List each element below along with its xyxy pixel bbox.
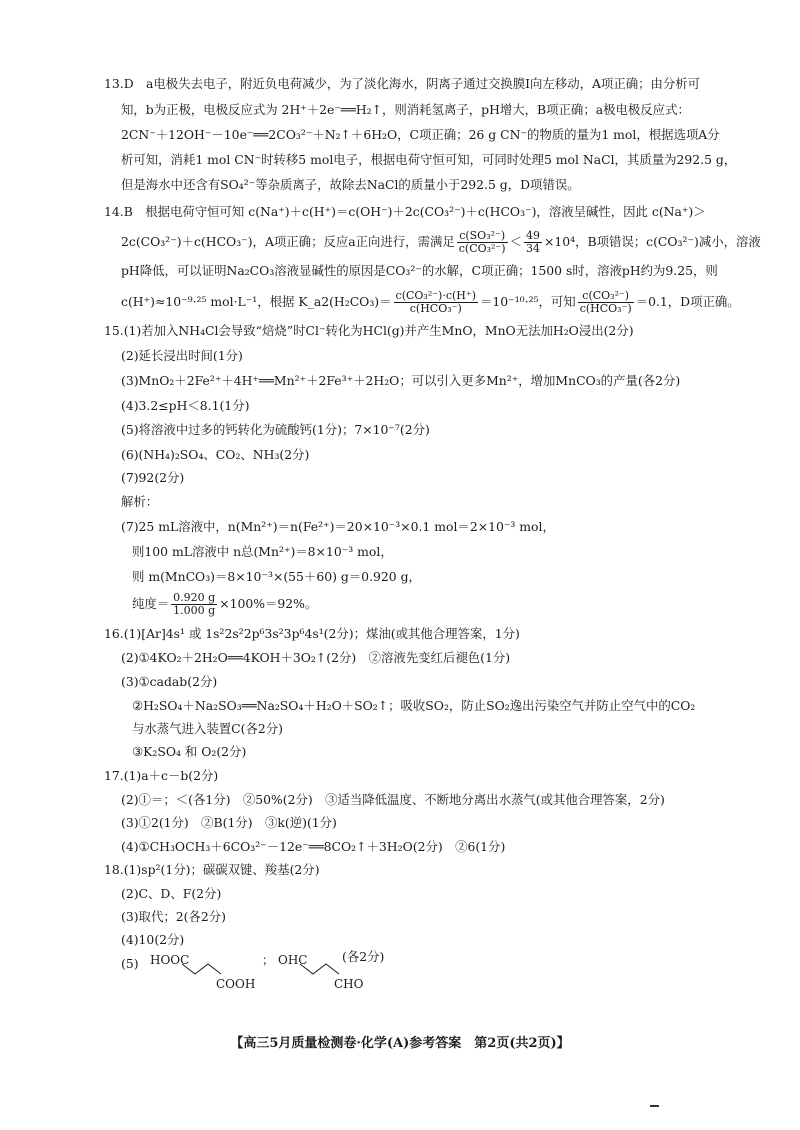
q15-analysis-line-1: (7)25 mL溶液中，n(Mn²⁺)＝n(Fe²⁺)＝20×10⁻³×0.1 mol＝2×10⁻³ mol， [121,519,555,534]
structure-1-hooc-label: HOOC [150,953,190,967]
q18-line-2: (2)C、D、F(2分) [121,886,222,901]
q15-line-7: (7)92(2分) [121,470,185,485]
page-mark [650,1105,659,1107]
q13-line-1: 13.D a电极失去电子，附近负电荷减少，为了淡化海水，阴离子通过交换膜Ⅰ向左移动，A项正确；由分析可 [104,76,701,91]
q14-text-a: 2c(CO₃²⁻)＋c(HCO₃⁻)，A项正确；反应a正向进行，需满足 [121,234,455,249]
q15-fraction-purity: $\frac{0.920 g}{1.000 g}$ [173,591,216,617]
q14-line-2: 2c(CO₃²⁻)＋c(HCO₃⁻)，A项正确；反应a正向进行，需满足 $\frac{\text{c(SO₃²⁻)}}{\text{c(CO₃²⁻)}}$ ＜ $\frac{49}{34}$ ×10⁴，B项错误；c(CO₃²⁻)减小，溶液 [121,229,761,255]
q18-line-4: (4)10(2分) [121,932,185,947]
q15-line-3: (3)MnO₂＋2Fe²⁺＋4H⁺══Mn²⁺＋2Fe³⁺＋2H₂O；可以引入更多Mn²⁺，增加MnCO₃的产量(各2分) [121,373,681,388]
q16-line-5: 与水蒸气进入装置C(各2分) [132,721,283,736]
q14-fraction-49-34: $\frac{49}{34}$ [525,229,540,255]
q18-line-1: 18.(1)sp²(1分)；碳碳双键、羧基(2分) [104,862,320,877]
q16-line-6: ③K₂SO₄ 和 O₂(2分) [132,744,247,759]
q13-line-4: 析可知，消耗1 mol CN⁻时转移5 mol电子，根据电荷守恒可知，可同时处理5 mol NaCl，其质量为292.5 g， [121,152,737,167]
q15-analysis-line-2: 则100 mL溶液中 n总(Mn²⁺)＝8×10⁻³ mol， [132,544,393,559]
q18-line-5-score: (各2分) [342,949,385,964]
q14-line-1: 14.B 根据电荷守恒可知 c(Na⁺)＋c(H⁺)＝c(OH⁻)＋2c(CO₃²⁻)＋c(HCO₃⁻)，溶液呈碱性，因此 c(Na⁺)＞ [104,204,706,219]
page-footer: 【高三5月质量检测卷·化学(A)参考答案 第2页(共2页)】 [230,1036,570,1051]
structure-separator: ； [262,953,275,967]
q15-line-4: (4)3.2≤pH＜8.1(1分) [121,398,250,413]
q14-fraction-ratio: $\frac{\text{c(CO₃²⁻)}}{\text{c(HCO₃⁻)}}$ [579,289,632,315]
q14-fraction-ka2: $\frac{\text{c(CO₃²⁻)·c(H⁺)}}{\text{c(HCO₃⁻)}}$ [395,289,476,315]
q17-line-3: (3)①2(1分) ②B(1分) ③k(逆)(1分) [121,815,337,830]
structure-2-ohc-label: OHC [278,953,308,967]
q15-analysis-line-3: 则 m(MnCO₃)＝8×10⁻³×(55＋60) g＝0.920 g， [132,569,421,584]
q14-line-3: pH降低，可以证明Na₂CO₃溶液显碱性的原因是CO₃²⁻的水解，C项正确；1500 s时，溶液pH约为9.25，则 [121,263,718,278]
q17-line-1: 17.(1)a＋c－b(2分) [104,768,219,783]
q13-line-2: 知，b为正极，电极反应式为 2H⁺＋2e⁻══H₂↑，则消耗氢离子，pH增大，B项正确；a极电极反应式： [121,102,690,117]
q18-line-3: (3)取代；2(各2分) [121,909,226,924]
q13-line-3: 2CN⁻＋12OH⁻－10e⁻══2CO₃²⁻＋N₂↑＋6H₂O，C项正确；26 g CN⁻的物质的量为1 mol，根据选项A分 [121,127,720,142]
q15-analysis-line-4: 纯度＝ $\frac{0.920 g}{1.000 g}$ ×100%＝92%。 [132,591,318,617]
structure-1-cooh-label: COOH [216,977,256,991]
q15-analysis-heading: 解析： [121,494,159,509]
q15-line-6: (6)(NH₄)₂SO₄、CO₂、NH₃(2分) [121,447,310,462]
q15-line-2: (2)延长浸出时间(1分) [121,348,243,363]
q16-line-2: (2)①4KO₂＋2H₂O══4KOH＋3O₂↑(2分) ②溶液先变红后褪色(1分) [121,650,511,665]
q15-line-5: (5)将溶液中过多的钙转化为硫酸钙(1分)；7×10⁻⁷(2分) [121,422,430,437]
q17-line-4: (4)①CH₃OCH₃＋6CO₃²⁻－12e⁻══8CO₂↑＋3H₂O(2分) ②6(1分) [121,839,506,854]
q14-line-4: c(H⁺)≈10⁻⁹·²⁵ mol·L⁻¹，根据 K_a2(H₂CO₃)＝ $\frac{\text{c(CO₃²⁻)·c(H⁺)}}{\text{c(HCO₃⁻)}}$ ＝10⁻¹⁰·²⁵，可知 $\frac{\text{c(CO₃²⁻)}}{\text{c(HCO₃⁻)}}$ ＝0.1，D项正确。 [121,289,740,315]
q18-line-5-label: (5) [121,956,139,971]
q13-line-5: 但是海水中还含有SO₄²⁻等杂质离子，故除去NaCl的质量小于292.5 g，D项错误。 [121,177,580,192]
q17-line-2: (2)①＝；＜(各1分) ②50%(2分) ③适当降低温度、不断地分离出水蒸气(或其他合理答案，2分) [121,792,665,807]
q16-line-3: (3)①cadab(2分) [121,674,218,689]
q16-line-4: ②H₂SO₄＋Na₂SO₃══Na₂SO₄＋H₂O＋SO₂↑；吸收SO₂，防止SO₂逸出污染空气并防止空气中的CO₂ [132,698,696,713]
q14-fraction-so3-co3: $\frac{\text{c(SO₃²⁻)}}{\text{c(CO₃²⁻)}}$ [458,229,506,255]
structure-2-cho-label: CHO [334,977,364,991]
q15-line-1: 15.(1)若加入NH₄Cl会导致“焙烧”时Cl⁻转化为HCl(g)并产生MnO，MnO无法加H₂O浸出(2分) [104,323,634,338]
q16-line-1: 16.(1)[Ar]4s¹ 或 1s²2s²2p⁶3s²3p⁶4s¹(2分)；煤油(或其他合理答案，1分) [104,626,520,641]
